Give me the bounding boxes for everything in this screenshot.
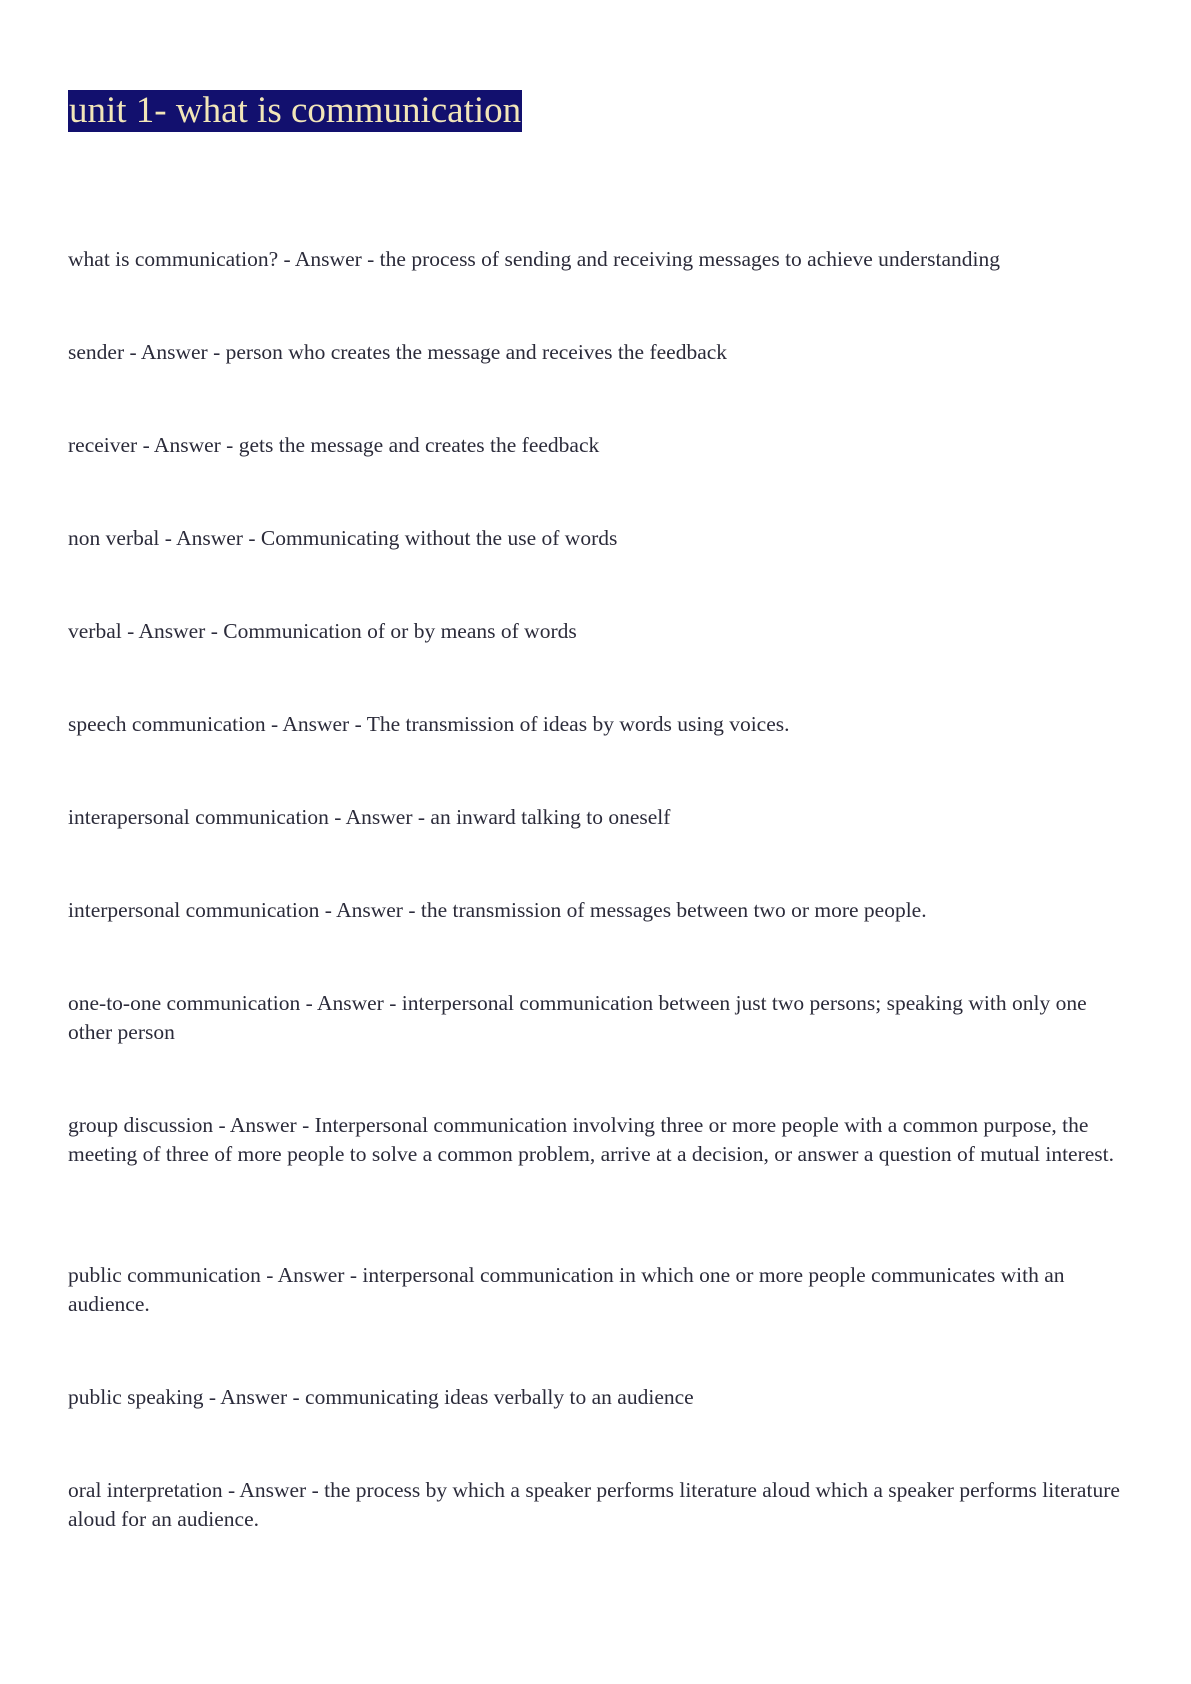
entry-public-speaking: public speaking - Answer - communicating ideas verbally to an audience bbox=[68, 1385, 694, 1409]
entry-one-to-one-communication: one-to-one communication - Answer - interpersonal communication between just two persons; speaking with only one other person bbox=[68, 991, 1087, 1044]
entry-verbal: verbal - Answer - Communication of or by means of words bbox=[68, 619, 577, 643]
entry-interpersonal-communication: interpersonal communication - Answer - the transmission of messages between two or more people. bbox=[68, 898, 927, 922]
entry-non-verbal: non verbal - Answer - Communicating without the use of words bbox=[68, 526, 618, 550]
entry-sender: sender - Answer - person who creates the message and receives the feedback bbox=[68, 340, 728, 364]
entry-interapersonal-communication: interapersonal communication - Answer - an inward talking to oneself bbox=[68, 805, 671, 829]
entry-group-discussion: group discussion - Answer - Interpersonal communication involving three or more people with a common purpose, the meeting of three of more people to solve a common problem, arrive at a decision, or answer a question of mutual interest. bbox=[68, 1113, 1115, 1166]
entry-oral-interpretation: oral interpretation - Answer - the process by which a speaker performs literature aloud which a speaker performs literature aloud for an audience. bbox=[68, 1478, 1120, 1531]
entry-speech-communication: speech communication - Answer - The transmission of ideas by words using voices. bbox=[68, 712, 790, 736]
entry-public-communication: public communication - Answer - interpersonal communication in which one or more people communicates with an audience. bbox=[68, 1263, 1065, 1316]
document-title: unit 1- what is communication bbox=[69, 90, 522, 131]
entry-what-is-communication: what is communication? - Answer - the process of sending and receiving messages to achieve understanding bbox=[68, 247, 1000, 271]
entry-receiver: receiver - Answer - gets the message and creates the feedback bbox=[68, 433, 600, 457]
